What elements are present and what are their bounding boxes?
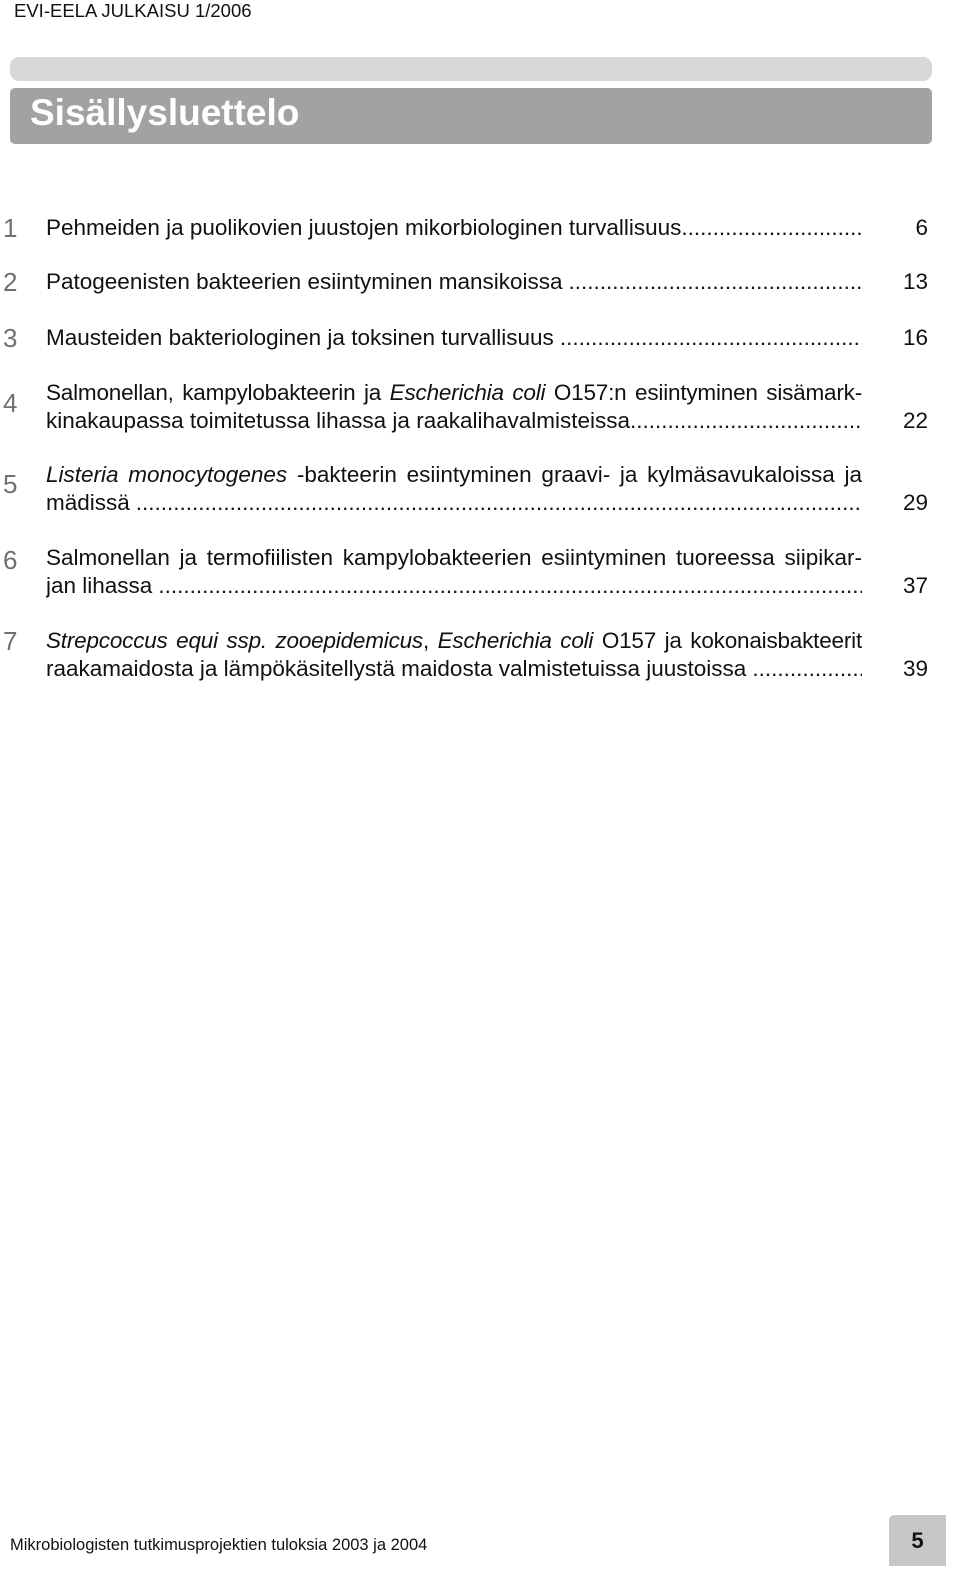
toc-entry-number: 6 (3, 545, 18, 575)
dot-leader (563, 268, 862, 296)
species-name: Strepcoccus equi ssp. zooepidemicus (46, 628, 423, 653)
toc-entry-title-line-1 (46, 627, 862, 655)
footer-series-title: Mikrobiologisten tutkimusprojektien tuloksia 2003 ja 2004 (10, 1536, 428, 1554)
toc-entry-title: Patogeenisten bakteerien esiintyminen mansikoissa (46, 269, 563, 294)
toc-entry-6 (0, 544, 960, 600)
title-segment: mädissä (46, 490, 130, 515)
toc-entry-number: 1 (3, 213, 18, 243)
toc-entry-title-line-1 (46, 379, 862, 407)
title-segment: jan lihassa (46, 573, 153, 598)
title-segment: O157 ja kokonaisbakteerit (593, 628, 862, 653)
publication-header: EVI-EELA JULKAISU 1/2006 (14, 0, 252, 21)
title-segment: O157:n esiintyminen sisämark- (545, 380, 862, 405)
dot-leader (630, 407, 862, 435)
toc-entry-page: 29 (902, 490, 928, 515)
title-segment: Salmonellan ja termofiilisten kampylobakteerien esiintyminen tuoreessa siipikar- (46, 545, 862, 570)
dot-leader (152, 572, 862, 600)
species-name: Listeria monocytogenes (46, 462, 288, 487)
toc-entry-page: 6 (915, 215, 928, 240)
title-bar (10, 88, 932, 144)
toc-entry-line (46, 214, 862, 242)
title-segment: Salmonellan, kampylobakteerin ja (46, 380, 390, 405)
toc-entry-number: 5 (3, 469, 18, 499)
toc-entry-title-line-1 (46, 544, 862, 572)
toc-entry-title-line-2 (46, 407, 862, 435)
toc-entry-5 (0, 461, 960, 517)
page-number-badge: 5 (889, 1515, 946, 1566)
toc-entry-page: 37 (902, 573, 928, 598)
toc-entry-page: 16 (902, 325, 928, 350)
title-segment: raakamaidosta ja lämpökäsitellystä maidosta valmistetuissa juustoissa (46, 656, 747, 681)
toc-entry-2 (0, 268, 960, 324)
title-segment: -bakteerin esiintyminen graavi- ja kylmäsavukaloissa ja (287, 462, 862, 487)
toc-entry-4 (0, 379, 960, 435)
toc-entry-7 (0, 627, 960, 683)
toc-entry-1 (0, 214, 960, 270)
toc-entry-number: 3 (3, 323, 18, 353)
toc-entry-page: 22 (902, 408, 928, 433)
page-title: Sisällysluettelo (30, 92, 300, 133)
decorative-top-bar (10, 57, 932, 81)
toc-entry-page: 39 (902, 656, 928, 681)
toc-entry-number: 2 (3, 267, 18, 297)
title-segment: , (422, 628, 438, 653)
toc-entry-title-line-2 (46, 489, 862, 517)
toc-entry-line (46, 268, 862, 296)
dot-leader (746, 655, 862, 683)
toc-entry-title-line-1 (46, 461, 862, 489)
toc-entry-page: 13 (902, 269, 928, 294)
toc-entry-number: 4 (3, 388, 18, 418)
species-name: Escherichia coli (389, 380, 546, 405)
title-segment: kinakaupassa toimitetussa lihassa ja raakalihavalmisteissa (46, 408, 631, 433)
dot-leader (130, 489, 862, 517)
toc-entry-number: 7 (3, 626, 18, 656)
species-name: Escherichia coli (437, 628, 594, 653)
toc-entry-title-line-2 (46, 655, 862, 683)
dot-leader (681, 214, 862, 242)
toc-entry-title: Pehmeiden ja puolikovien juustojen mikorbiologinen turvallisuus (46, 215, 682, 240)
toc-entry-line (46, 324, 862, 352)
dot-leader (554, 324, 862, 352)
toc-entry-title-line-2 (46, 572, 862, 600)
toc-entry-3 (0, 324, 960, 380)
toc-entry-title: Mausteiden bakteriologinen ja toksinen turvallisuus (46, 325, 554, 350)
